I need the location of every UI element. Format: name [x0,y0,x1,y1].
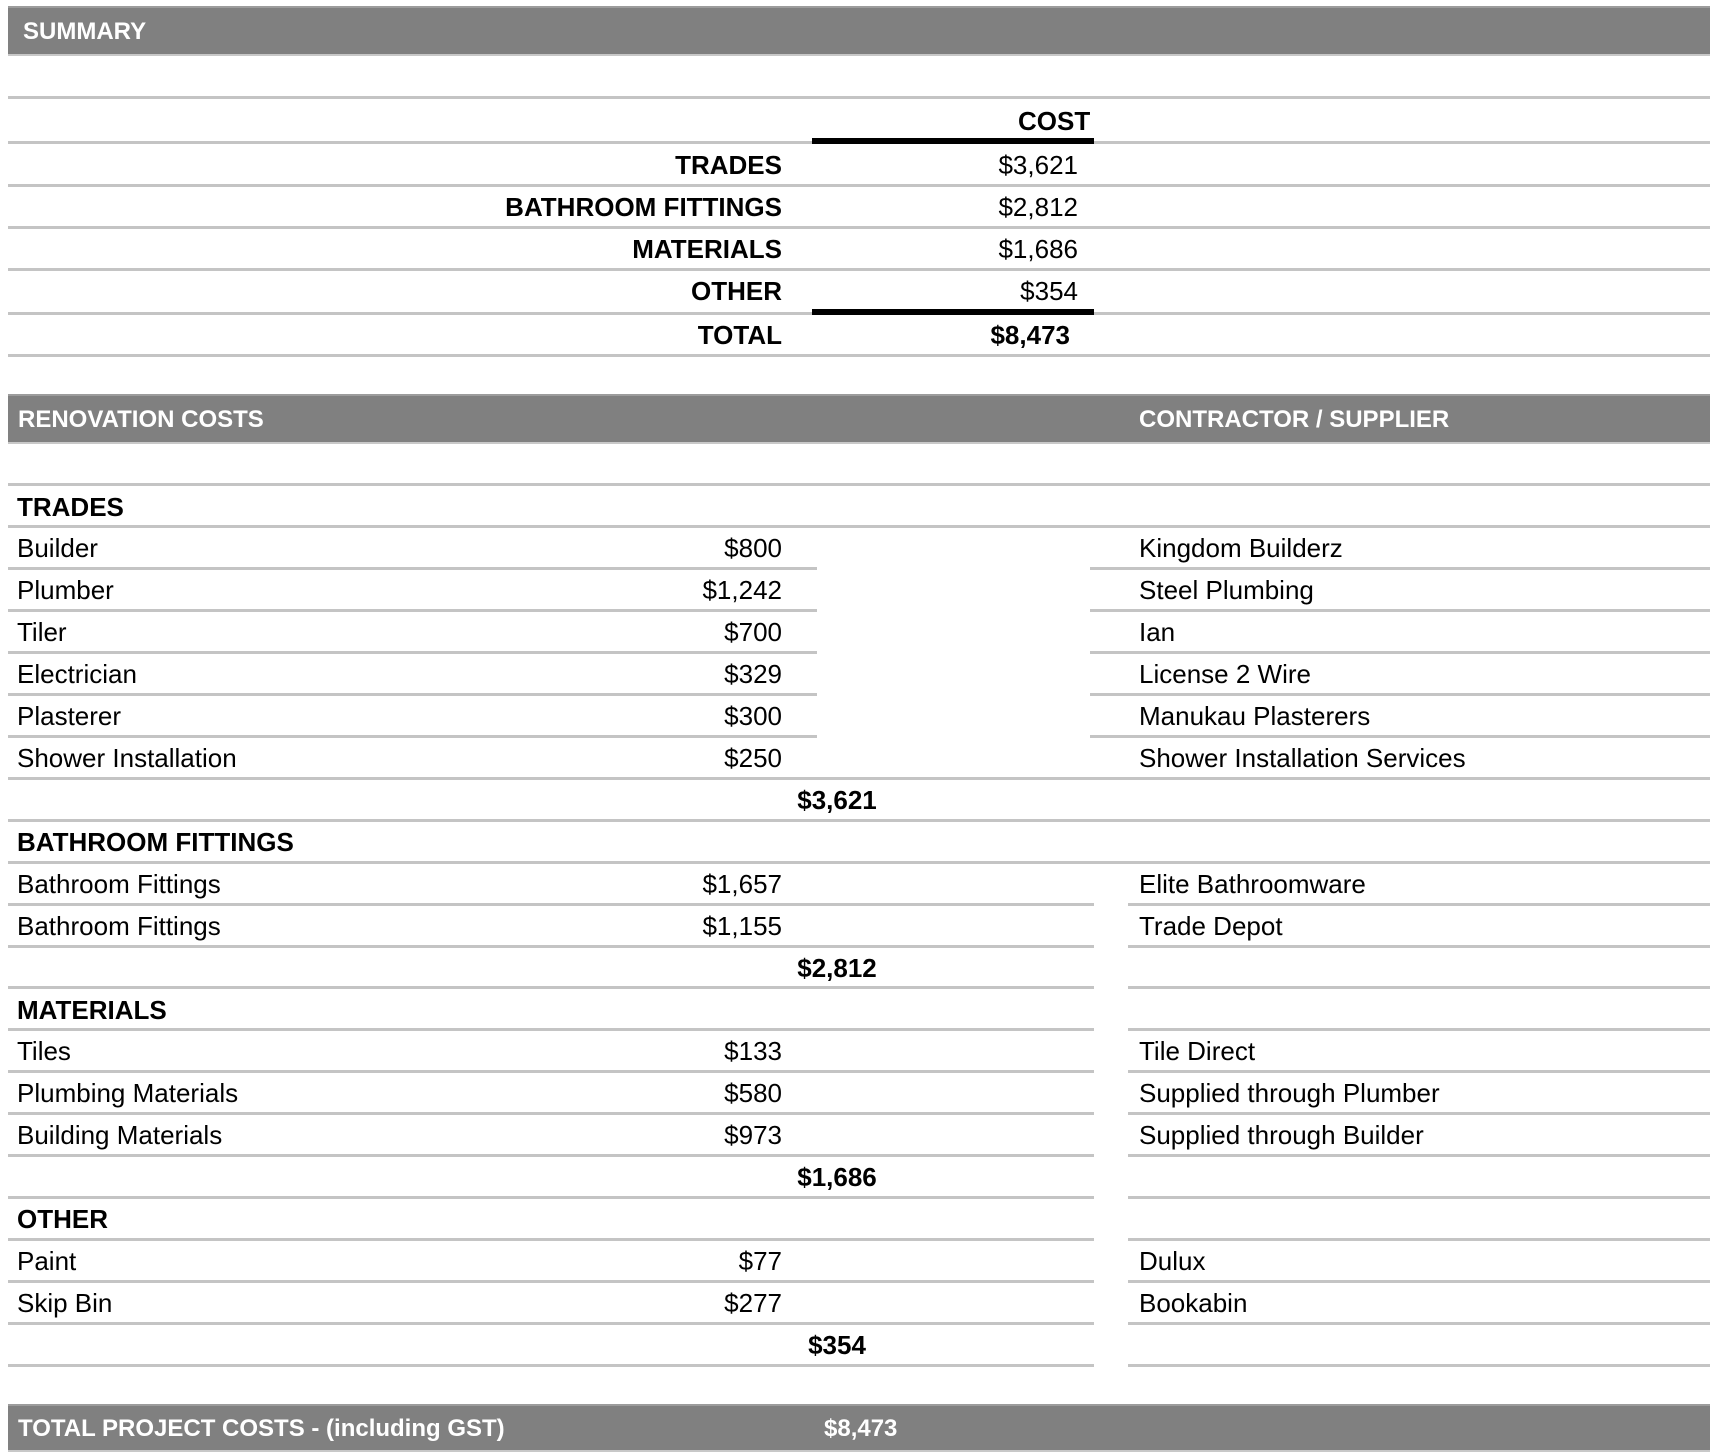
line-item-supplier: Supplied through Plumber [1139,1078,1440,1108]
summary-rule [8,312,812,315]
row-rule [1128,1238,1710,1241]
row-rule [1128,1364,1710,1367]
line-item-amount: $1,242 [702,575,782,605]
line-item-supplier: Ian [1139,617,1176,647]
section-rule [8,483,1710,486]
line-item-amount: $580 [724,1078,782,1108]
summary-label-materials: MATERIALS [632,234,782,264]
row-rule [8,986,1094,989]
summary-label-other: OTHER [691,276,782,306]
line-item-label: Building Materials [17,1120,223,1150]
line-item-label: Plumbing Materials [17,1078,239,1108]
row-rule [1090,609,1710,612]
line-item-supplier: Supplied through Builder [1139,1120,1424,1150]
summary-cost-header: COST [1018,106,1091,136]
row-rule [1128,1196,1710,1199]
row-rule [8,693,817,696]
row-rule [8,1154,1094,1157]
row-rule [1128,1322,1710,1325]
summary-rule [1094,312,1710,315]
total-project-costs-label: TOTAL PROJECT COSTS - (including GST) [18,1415,505,1442]
line-item-label: Plumber [17,575,114,605]
line-item-amount: $1,657 [702,869,782,899]
line-item-label: Electrician [17,659,137,689]
section-title-trades: TRADES [17,492,124,522]
line-item-label: Paint [17,1246,77,1276]
row-rule [8,1028,1094,1031]
row-rule [1128,1154,1710,1157]
row-rule [1128,1280,1710,1283]
row-rule [1090,567,1710,570]
line-item-supplier: Elite Bathroomware [1139,869,1366,899]
section-rule [8,861,1710,864]
summary-rule [8,268,1710,271]
line-item-label: Tiler [17,617,67,647]
section-title-other: OTHER [17,1204,108,1234]
line-item-label: Bathroom Fittings [17,869,221,899]
line-item-label: Skip Bin [17,1288,113,1318]
row-rule [8,903,1094,906]
row-rule [1128,1112,1710,1115]
row-rule [8,1196,1094,1199]
row-rule [8,609,817,612]
line-item-label: Plasterer [17,701,122,731]
row-rule [1090,651,1710,654]
row-rule [1128,945,1710,948]
section-subtotal: $3,621 [797,785,877,815]
line-item-supplier: Bookabin [1139,1288,1248,1318]
line-item-supplier: Dulux [1139,1246,1206,1276]
row-rule [8,567,817,570]
row-rule [1090,735,1710,738]
line-item-label: Tiles [17,1036,71,1066]
row-rule [8,1322,1094,1325]
row-rule [1128,903,1710,906]
line-item-amount: $700 [724,617,782,647]
summary-header-label: SUMMARY [23,18,147,45]
summary-rule [8,96,1710,99]
line-item-supplier: Trade Depot [1139,911,1283,941]
renovation-header-bar [8,394,1710,444]
summary-header-bar [8,6,1710,56]
summary-rule [8,354,1710,357]
line-item-amount: $1,155 [702,911,782,941]
line-item-label: Builder [17,533,98,563]
summary-rule [8,184,1710,187]
line-item-supplier: Tile Direct [1139,1036,1256,1066]
line-item-supplier: Manukau Plasterers [1139,701,1371,731]
row-rule [8,1364,1094,1367]
summary-rule [8,141,812,144]
section-subtotal: $1,686 [797,1162,877,1192]
row-rule [1090,693,1710,696]
row-rule [8,1280,1094,1283]
line-item-amount: $973 [724,1120,782,1150]
line-item-supplier: Shower Installation Services [1139,743,1466,773]
section-rule [8,525,1710,528]
summary-value-trades: $3,621 [998,150,1078,180]
line-item-supplier: License 2 Wire [1139,659,1311,689]
line-item-supplier: Kingdom Builderz [1139,533,1343,563]
line-item-supplier: Steel Plumbing [1139,575,1314,605]
summary-cost-underline [812,138,1094,144]
line-item-amount: $77 [738,1246,782,1276]
total-project-costs-value: $8,473 [824,1415,898,1442]
supplier-header-label: CONTRACTOR / SUPPLIER [1139,406,1450,433]
row-rule [8,735,817,738]
line-item-label: Bathroom Fittings [17,911,221,941]
line-item-amount: $300 [724,701,782,731]
row-rule [1128,986,1710,989]
row-rule [8,651,817,654]
summary-value-materials: $1,686 [998,234,1078,264]
section-rule [8,819,1710,822]
line-item-amount: $277 [724,1288,782,1318]
row-rule [8,1238,1094,1241]
section-subtotal: $354 [808,1330,866,1360]
summary-total-label: TOTAL [697,320,782,350]
summary-label-bathroom-fittings: BATHROOM FITTINGS [505,192,782,222]
line-item-amount: $250 [724,743,782,773]
line-item-amount: $800 [724,533,782,563]
section-subtotal: $2,812 [797,953,877,983]
section-title-materials: MATERIALS [17,995,167,1025]
row-rule [8,1112,1094,1115]
row-rule [1128,1028,1710,1031]
line-item-amount: $329 [724,659,782,689]
row-rule [8,777,1710,780]
line-item-label: Shower Installation [17,743,237,773]
summary-label-trades: TRADES [675,150,782,180]
summary-rule [8,226,1710,229]
row-rule [8,1070,1094,1073]
summary-total-rule [812,309,1094,315]
summary-rule [1094,141,1710,144]
summary-value-other: $354 [1020,276,1078,306]
line-item-amount: $133 [724,1036,782,1066]
total-project-costs-bar [8,1404,1710,1452]
summary-total-value: $8,473 [990,320,1070,350]
row-rule [8,945,1094,948]
row-rule [1128,1070,1710,1073]
section-title-bathroom-fittings: BATHROOM FITTINGS [17,827,294,857]
summary-value-bathroom-fittings: $2,812 [998,192,1078,222]
renovation-header-label: RENOVATION COSTS [18,406,264,433]
